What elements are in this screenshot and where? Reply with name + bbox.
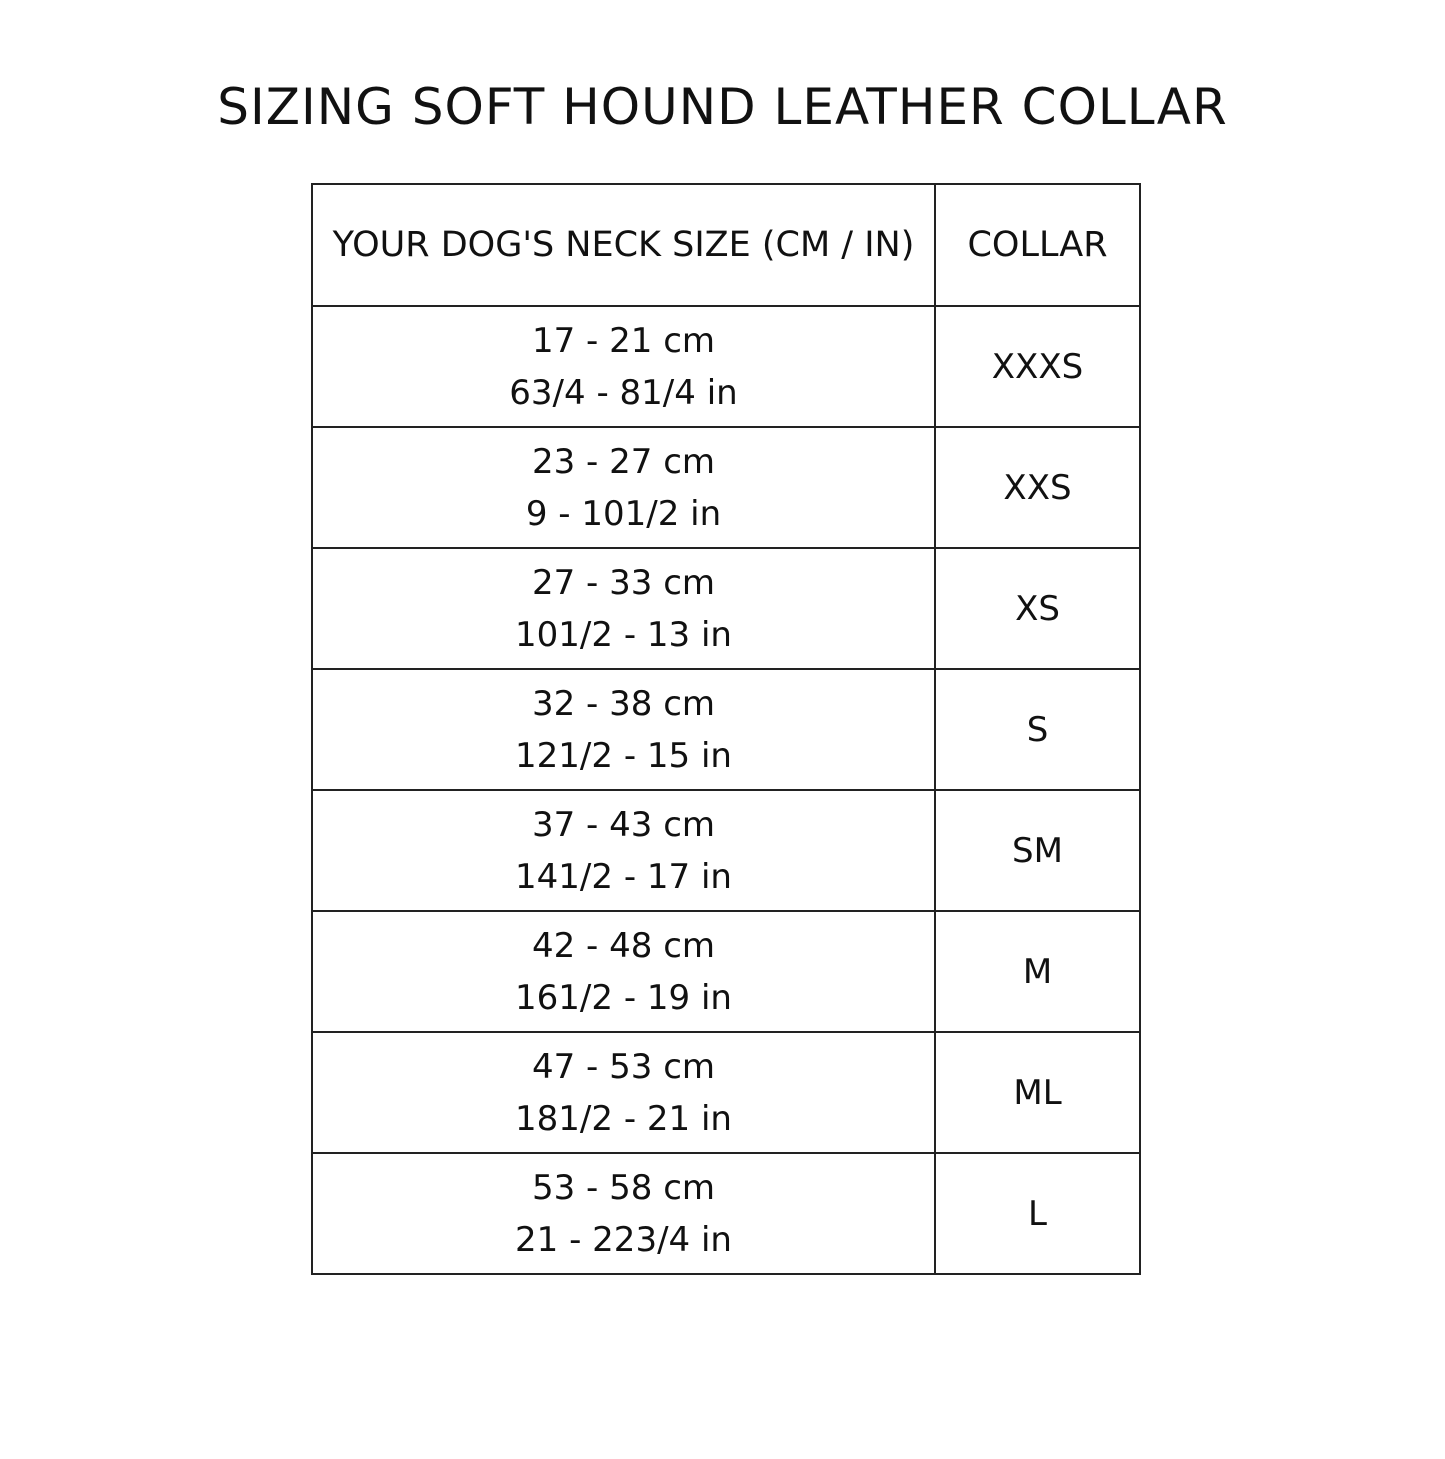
collar-size-cell: L xyxy=(935,1153,1140,1274)
neck-size-in: 121/2 - 15 in xyxy=(515,735,732,776)
table-row xyxy=(312,427,1140,548)
header-neck-size: YOUR DOG'S NECK SIZE (CM / IN) xyxy=(312,184,935,306)
table-row xyxy=(312,1153,1140,1274)
neck-size-cm: 37 - 43 cm xyxy=(531,804,716,845)
table-row xyxy=(312,548,1140,669)
neck-size-cm: 53 - 58 cm xyxy=(531,1167,716,1208)
neck-size-cell xyxy=(312,911,935,1032)
neck-size-cell xyxy=(312,790,935,911)
neck-size-cm: 42 - 48 cm xyxy=(531,925,716,966)
neck-size-in: 21 - 223/4 in xyxy=(515,1219,732,1260)
collar-size-cell: M xyxy=(935,911,1140,1032)
collar-size-cell: XXXS xyxy=(935,306,1140,427)
neck-size-in: 63/4 - 81/4 in xyxy=(509,372,738,413)
sizing-table xyxy=(311,183,1141,1275)
neck-size-cm: 47 - 53 cm xyxy=(531,1046,716,1087)
neck-size-cm: 32 - 38 cm xyxy=(531,683,716,724)
neck-size-cell xyxy=(312,669,935,790)
page-title: SIZING SOFT HOUND LEATHER COLLAR xyxy=(217,78,1228,136)
neck-size-cell xyxy=(312,1032,935,1153)
neck-size-in: 141/2 - 17 in xyxy=(515,856,732,897)
neck-size-in: 181/2 - 21 in xyxy=(515,1098,732,1139)
neck-size-cell xyxy=(312,427,935,548)
neck-size-cell xyxy=(312,306,935,427)
collar-size-cell: S xyxy=(935,669,1140,790)
table-row xyxy=(312,790,1140,911)
neck-size-cell xyxy=(312,1153,935,1274)
header-collar: COLLAR xyxy=(935,184,1140,306)
collar-size-cell: XS xyxy=(935,548,1140,669)
collar-size-cell: XXS xyxy=(935,427,1140,548)
collar-size-cell: SM xyxy=(935,790,1140,911)
neck-size-cm: 27 - 33 cm xyxy=(531,562,716,603)
neck-size-cm: 23 - 27 cm xyxy=(531,441,716,482)
table-row xyxy=(312,1032,1140,1153)
collar-size-cell: ML xyxy=(935,1032,1140,1153)
neck-size-cm: 17 - 21 cm xyxy=(531,320,716,361)
table-header-row xyxy=(312,184,1140,306)
neck-size-in: 161/2 - 19 in xyxy=(515,977,732,1018)
table-row xyxy=(312,669,1140,790)
table-row xyxy=(312,306,1140,427)
neck-size-in: 9 - 101/2 in xyxy=(525,493,722,534)
neck-size-cell xyxy=(312,548,935,669)
neck-size-in: 101/2 - 13 in xyxy=(515,614,732,655)
table-row xyxy=(312,911,1140,1032)
